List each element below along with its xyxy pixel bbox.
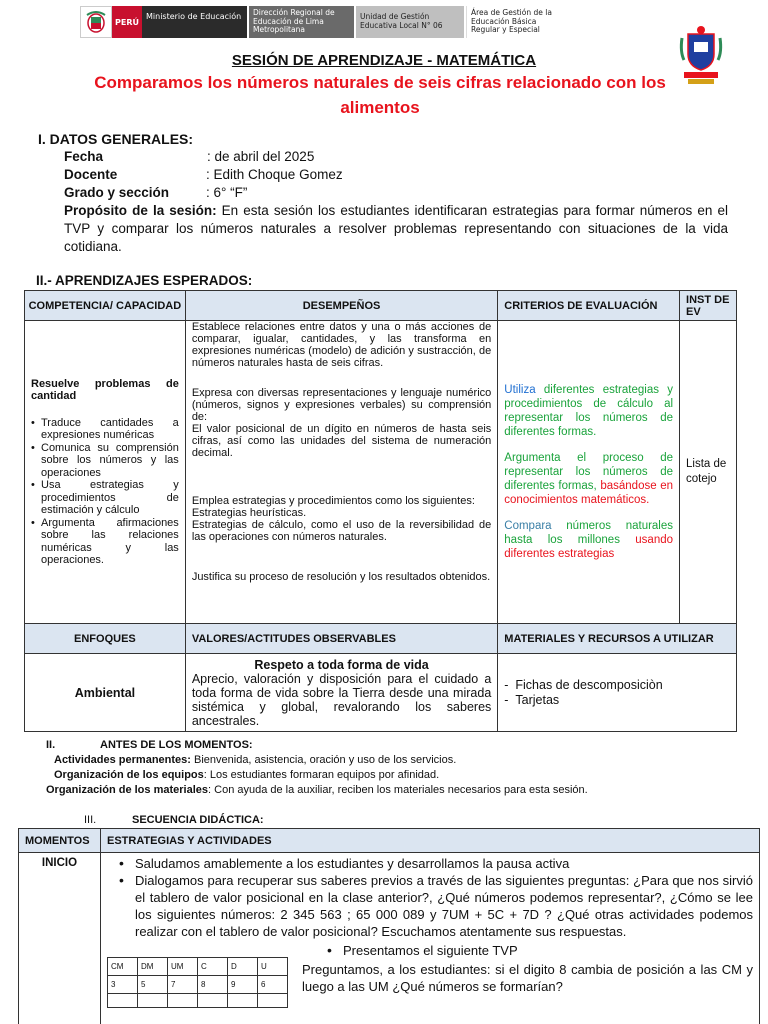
peru-crest-icon [80,6,112,38]
criterio-2: Argumenta el proceso de representar los números de diferentes formas, basándose en conocimientos matemáticos. [504,452,674,506]
desempeno-text: Expresa con diversas representaciones y lenguaje numérico (números, signos y expresiones verbales) su comprensión de: [191,387,492,423]
peru-label: PERÚ [112,6,142,38]
tvp-header: U [258,958,288,976]
session-subtitle: Comparamos los números naturales de seis cifras relacionado con los alimentos [94,73,666,117]
tvp-value: 8 [198,976,228,994]
col-valores: VALORES/ACTITUDES OBSERVABLES [185,624,497,654]
secuencia-num: III. [84,814,97,826]
grado-value: : 6° “F” [206,185,248,200]
drelm-label: Dirección Regional de Educación de Lima Metropolitana [249,6,354,38]
col-desempenos: DESEMPEÑOS [185,291,497,321]
desempeno-text: Estrategias heurísticas. [191,507,307,519]
antes-heading: ANTES DE LOS MOMENTOS: [100,739,253,751]
tvp-header: C [198,958,228,976]
tvp-value: 7 [168,976,198,994]
tvp-value: 9 [228,976,258,994]
pregunta-text: Preguntamos, a los estudiantes: si el digito 8 cambia de posición a las CM y luego a las UM ¿Qué números se formarían? [302,962,753,994]
desempeno-text: Justifica su proceso de resolución y los resultados obtenidos. [191,571,491,583]
secuencia-table [18,828,760,1024]
col-enfoques: ENFOQUES [25,624,186,654]
competencia-cell [25,321,186,624]
fecha-row [64,148,728,166]
antes-num: II. [46,739,56,751]
tvp-header: D [228,958,258,976]
competencia-name: Resuelve problemas de cantidad [31,377,179,402]
tvp-header: CM [108,958,138,976]
proposito-label: Propósito de la sesión: [64,203,217,218]
aprendizajes-table [24,290,737,732]
enfoque-cell: Ambiental [25,654,186,732]
criterio-1: Utiliza diferentes estrategias y procedimientos de cálculo al representar los números de diferentes formas. [504,384,674,438]
aprendizajes-heading: II.- APRENDIZAJES ESPERADOS: [36,273,253,288]
col-materiales: MATERIALES Y RECURSOS A UTILIZAR [498,624,737,654]
tvp-value: 3 [108,976,138,994]
docente-row [64,166,728,184]
docente-value: : Edith Choque Gomez [206,167,343,182]
criterios-cell [498,321,680,624]
list-item: • Saludamos amablemente a los estudiantes y desarrollamos la pausa activa [107,855,753,872]
session-title: SESIÓN DE APRENDIZAJE - MATEMÁTICA [231,52,537,69]
col-estrategias: ESTRATEGIAS Y ACTIVIDADES [101,829,760,853]
fecha-value: : de abril del 2025 [207,149,315,164]
valor-text: Aprecio, valoración y disposición para el cuidado a toda forma de vida sobre la Tierra desde una mirada sistémica y global, revalorando los saberes ancestrales. [191,672,492,728]
desempeno-text: El valor posicional de un dígito en números de hasta seis cifras, así como las unidades del sistema de numeración decimal. [191,423,492,459]
list-item: - Fichas de descomposiciòn [504,677,663,692]
proposito-row [64,202,728,256]
materiales-cell [498,654,737,732]
minedu-label: Ministerio de Educación [142,6,247,38]
tvp-value: 6 [258,976,288,994]
desempeno-text: Estrategias de cálculo, como el uso de la reversibilidad de las operaciones con números naturales. [191,519,492,543]
tvp-header: DM [138,958,168,976]
desempenos-cell [185,321,497,624]
tvp-table [107,957,288,1008]
actividades-permanentes: Actividades permanentes: Bienvenida, asistencia, oración y uso de los servicios. [54,754,457,766]
desempeno-text: Establece relaciones entre datos y una o más acciones de comparar, igualar, cantidades, y las transforma en expresiones numéricas (modelo) de adición y sustracción, de números naturales hasta de seis cifras. [191,321,492,369]
list-item: - Tarjetas [504,692,560,707]
list-item: • Comunica su comprensión sobre los números y las operaciones [31,442,179,480]
actividades-cell [101,853,760,1024]
docente-label: Docente [64,167,118,182]
valor-cell [185,654,497,732]
ugel-label: Unidad de Gestión Educativa Local N° 06 [356,6,464,38]
col-criterios: CRITERIOS DE EVALUACIÓN [498,291,680,321]
valor-title: Respeto a toda forma de vida [254,658,429,672]
fecha-label: Fecha [64,149,104,164]
organizacion-materiales: Organización de los materiales: Con ayuda de la auxiliar, reciben los materiales necesarios para esta sesión. [46,784,588,796]
secuencia-heading: SECUENCIA DIDÁCTICA: [132,814,264,826]
capacidades-list [31,417,179,567]
desempeno-text: Emplea estrategias y procedimientos como los siguientes: [191,495,475,507]
general-heading: I. DATOS GENERALES: [38,131,194,147]
list-item: • Usa estrategias y procedimientos de estimación y cálculo [31,479,179,517]
tvp-header: UM [168,958,198,976]
tvp-value: 5 [138,976,168,994]
col-competencia: COMPETENCIA/ CAPACIDAD [25,291,186,321]
momento-inicio: INICIO [19,853,101,1024]
list-item: • Traduce cantidades a expresiones numéricas [31,417,179,442]
list-item: • Argumenta afirmaciones sobre las relaciones numéricas y las operaciones. [31,517,179,567]
col-momentos: MOMENTOS [19,829,101,853]
proposito-value: En esta sesión los estudiantes identificaran estrategias para formar números en el TVP y comparar los números naturales a resolver problemas representando con situaciones de la vida cotidiana. [64,203,728,254]
header-banner [80,6,571,38]
list-item: • Presentamos el siguiente TVP [327,942,518,958]
instrumento-cell: Lista de cotejo [680,321,737,624]
area-label: Área de Gestión de la Educación Básica Regular y Especial [466,6,571,38]
grado-label: Grado y sección [64,185,170,200]
criterio-3: Compara números naturales hasta los millones usando diferentes estrategias [504,520,674,560]
organizacion-equipos: Organización de los equipos: Los estudiantes formaran equipos por afinidad. [54,769,440,781]
list-item: • Dialogamos para recuperar sus saberes previos a través de las siguientes preguntas: ¿Para que nos sirvió el tablero de valor posicional en la clase anterior?, ¿Qué números podemos representar?, ¿Cómo se lee los siguientes números: 2 345 563 ; 65 000 089 y 7UM + 5C + 7D ? ¿Qué otras actividades podemos realizar con el tablero de valor posicional? Escuchamos atentamente sus respuestas. [107,872,753,940]
col-instrumento: INST DE EV [680,291,737,321]
grado-row [64,184,728,202]
general-data [38,130,728,256]
